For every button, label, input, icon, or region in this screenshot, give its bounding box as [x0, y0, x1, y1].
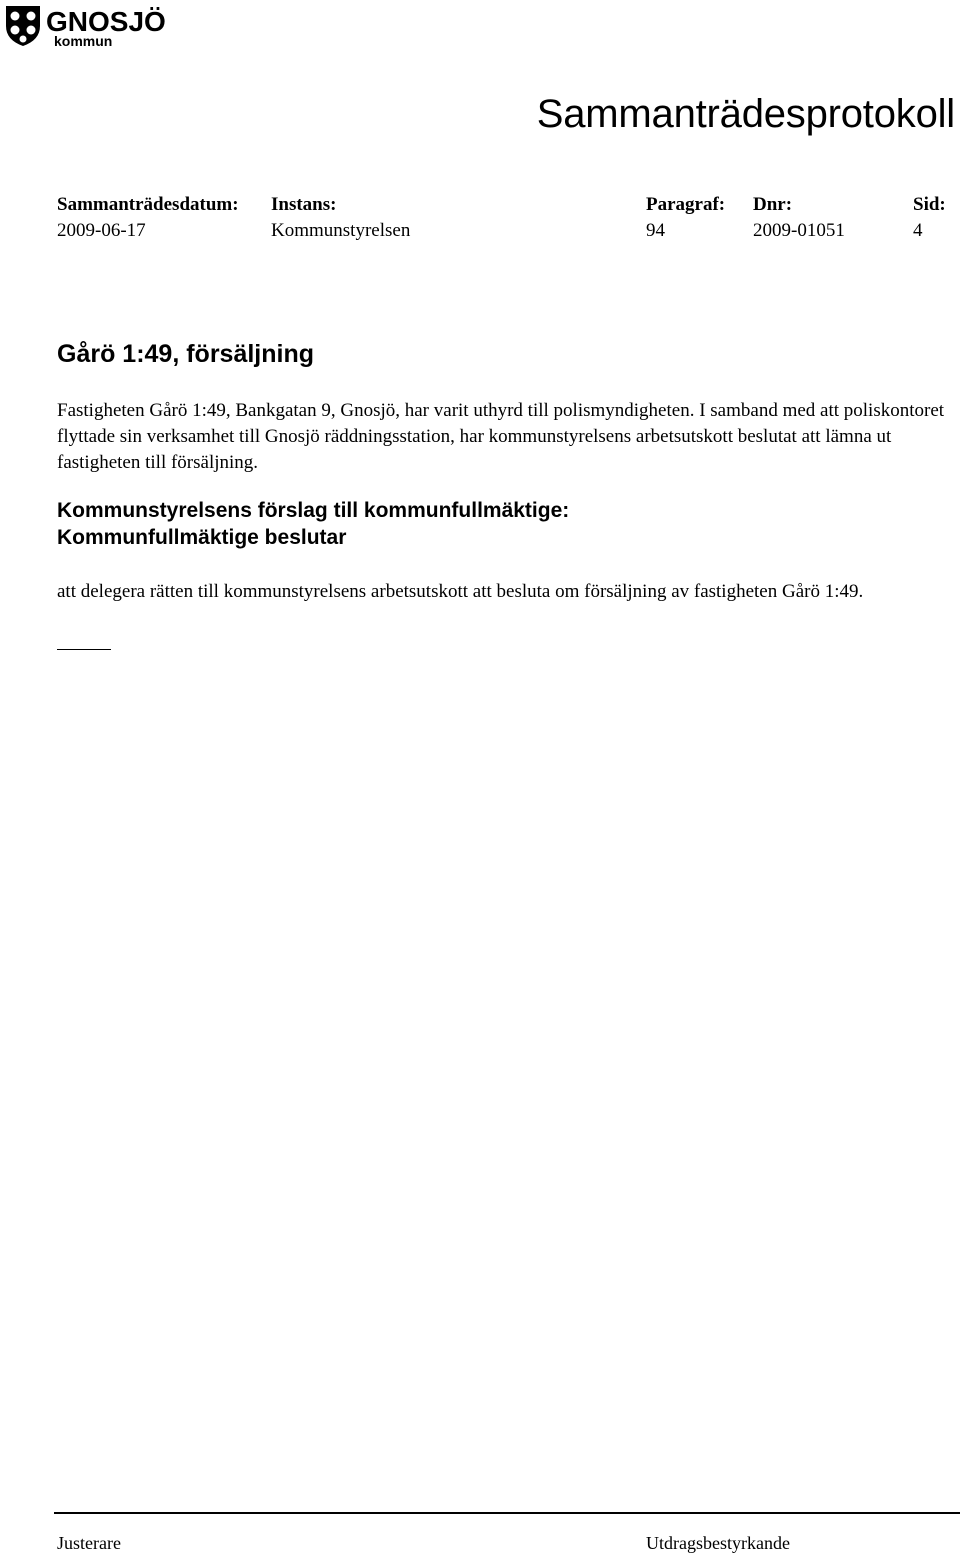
coat-of-arms-icon — [6, 6, 40, 46]
meta-date-value: 2009-06-17 — [57, 220, 146, 241]
decision-paragraph: att delegera rätten till kommunstyrelsens arbetsutskott att besluta om försäljning av fastigheten Gårö 1:49. — [57, 581, 864, 602]
meta-page-label: Sid: — [913, 194, 946, 215]
meta-dnr-value: 2009-01051 — [753, 220, 845, 241]
meta-instance — [271, 192, 410, 244]
meta-page-value: 4 — [913, 220, 923, 241]
meta-date — [57, 192, 239, 244]
document-title: Sammanträdesprotokoll — [536, 92, 955, 136]
decision-heading: Kommunfullmäktige beslutar — [57, 526, 347, 549]
meta-dnr-label: Dnr: — [753, 194, 793, 215]
meta-paragraph — [646, 192, 725, 244]
meta-page — [913, 192, 946, 244]
meta-date-label: Sammanträdesdatum: — [57, 194, 239, 215]
footer-justerare: Justerare — [57, 1533, 121, 1553]
background-paragraph: Fastigheten Gårö 1:49, Bankgatan 9, Gnosjö, har varit uthyrd till polismyndigheten. I samband med att poliskontoret flyttade sin verksamhet till Gnosjö räddningsstation, har kommunstyrelsens arbetsutskott beslutat att lämna ut fastigheten till försäljning. — [57, 400, 945, 473]
municipality-logo — [4, 4, 174, 48]
proposal-headings — [57, 497, 569, 551]
end-of-section-divider — [57, 649, 111, 650]
meta-dnr — [753, 192, 845, 244]
meta-paragraph-value: 94 — [646, 220, 665, 241]
proposal-heading: Kommunstyrelsens förslag till kommunfullmäktige: — [57, 499, 570, 522]
meta-paragraph-label: Paragraf: — [646, 194, 726, 215]
meta-instance-value: Kommunstyrelsen — [271, 220, 411, 241]
section-title: Gårö 1:49, försäljning — [57, 340, 315, 368]
logo-name: GNOSJÖ — [46, 6, 166, 37]
footer-utdragsbestyrkande: Utdragsbestyrkande — [646, 1533, 790, 1553]
footer-divider — [54, 1512, 960, 1514]
logo-sub: kommun — [54, 33, 113, 48]
meta-instance-label: Instans: — [271, 194, 337, 215]
